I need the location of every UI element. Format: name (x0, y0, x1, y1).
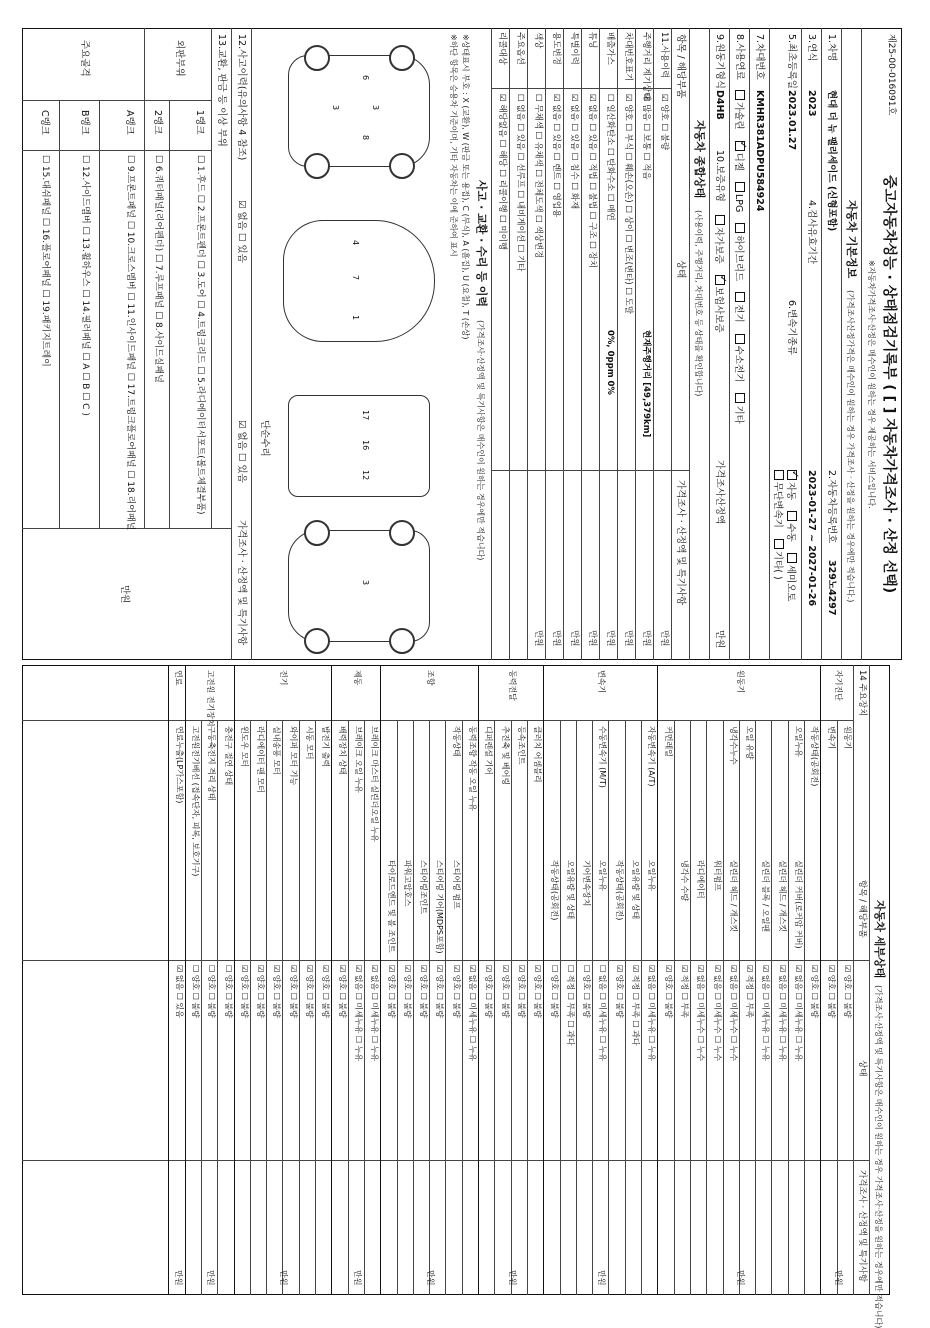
general-status-options[interactable]: ☐ 없음 ☐ 있음 ☐ 선루프 ☐ 내비게이션 ☐ 기타 (515, 94, 525, 272)
car-diagram-top: 4 7 1 (280, 210, 440, 350)
detail-status[interactable]: ☑ 양호 ☐ 불량 (500, 965, 510, 1018)
detail-group-label: 제동 (352, 670, 362, 686)
detail-status[interactable]: ☐ 양호 ☐ 불량 (207, 965, 217, 1018)
detail-group-label: 고전원 전기장치 (206, 670, 216, 727)
rank2-items[interactable]: ☐ 6.쿼터패널(리어펜더) ☐ 7.루프패널 ☐ 8.사이드실패널 (153, 155, 163, 383)
simple-repair-label: 단순수리 (259, 420, 270, 457)
rankA-items[interactable]: ☐ 9.프론트패널 ☐ 10.크로스멤버 ☐ 11.인사이드패널 ☐ 17.트렁크플로어패널 ☐ 18.리어패널 (125, 155, 135, 531)
detail-part: 실린더 블록 / 오일팬 (761, 860, 771, 933)
detail-item: 커먼레일 (663, 726, 673, 757)
general-status-label: 용도변경 (551, 32, 561, 65)
detail-status[interactable]: ☑ 없음 ☐ 미세누수 ☐ 누수 (696, 965, 706, 1062)
detail-status[interactable]: ☐ 양호 ☐ 불량 (223, 965, 233, 1018)
detail-price-unit: 만원 (352, 1270, 362, 1286)
detail-title: 자동차 세부상태 (873, 900, 886, 979)
detail-note: (가격조사·산정액 및 특기사항은 매수인이 원하는 경우 가격조사·산정을 원하는 경우에만 적습니다) (874, 985, 883, 1328)
accident-note: (가격조사·산정액 및 특기사항은 매수인이 원하는 경우에만 적습니다) (476, 320, 485, 561)
simple-repair-opts[interactable]: ☑ 없음 ☐ 있음 (236, 420, 247, 483)
checkbox-fuel-other[interactable] (735, 393, 745, 403)
general-status-price-unit: 만원 (569, 630, 579, 647)
form-subtitle: ※자동차가격조사·산정은 매수인이 원하는 경우 제공하는 서비스입니다. (867, 260, 876, 509)
detail-status[interactable]: ☑ 없음 ☐ 미세누유 ☐ 누유 (761, 965, 771, 1062)
accident-legend-2: ※하단 항목은 승용차 기준이며, 기타 자동차는 이에 준하여 표시 (449, 34, 458, 257)
detail-item: 자동변속기 (A/T) (647, 726, 657, 787)
reg-no-label: 2.자동차등록번호 (826, 470, 837, 544)
detail-price-unit: 만원 (279, 1270, 289, 1286)
detail-part: 오일누유 (598, 860, 608, 891)
detail-status[interactable]: ☑ 적정 ☐ 부족 (680, 965, 689, 1018)
detail-status[interactable]: ☑ 양호 ☐ 불량 (451, 965, 461, 1018)
detail-item: 연료누출(LP가스포함) (174, 726, 184, 804)
basic-info-title: 자동차 기본정보 (845, 200, 858, 279)
general-status-options[interactable]: ☐ 무채색 ☐ 유채색 ☐ 전체도색 ☐ 색상변경 (533, 94, 543, 259)
general-status-label: 튜닝 (587, 32, 597, 49)
detail-item: 실내송풍 모터 (272, 726, 282, 775)
detail-status[interactable]: ☑ 양호 ☐ 불량 (826, 965, 836, 1018)
detail-status[interactable]: ☑ 없음 ☐ 미세누유 ☐ 누유 (370, 965, 380, 1062)
general-status-label: 배출가스 (605, 32, 615, 65)
vin-value: KMHR381ADPU584924 (754, 90, 765, 212)
detail-item: 오일누유 (794, 726, 804, 757)
detail-status[interactable]: ☑ 양호 ☐ 불량 (386, 965, 396, 1018)
detail-group-label: 자기진단 (833, 670, 843, 701)
detail-item: 추진축 및 베어링 (500, 726, 510, 786)
detail-status[interactable]: ☑ 없음 ☐ 미세누수 ☐ 누수 (728, 965, 738, 1062)
general-status-price-unit: 만원 (659, 630, 669, 647)
checkbox-auto[interactable] (787, 470, 797, 480)
detail-status[interactable]: ☑ 없음 ☐ 미세누유 ☐ 누유 (647, 965, 657, 1062)
general-status-options[interactable]: ☑ 없음 ☐ 있음 ☐ 침수 ☐ 화재 (569, 94, 579, 210)
general-status-price-unit: 만원 (641, 630, 651, 647)
detail-part: 스티어링 기어(MDPS포함) (435, 860, 445, 954)
detail-part: 타이로드엔드 및 볼 조인트 (386, 860, 396, 953)
checkbox-hybrid[interactable] (735, 223, 745, 233)
detail-item: 동력조향 작동 오일 누유 (468, 726, 478, 811)
fuel-options: 가솔린 ✓디젤 LPG 하이브리드 전기 수소전기 기타 (732, 90, 745, 432)
general-status-price-unit: 만원 (551, 630, 561, 647)
general-status-options[interactable]: ☑ 양호 ☐ 불량 (659, 94, 669, 151)
trans-options: ✓자동 수동 세미오토 (784, 470, 797, 610)
detail-part: 오일유량 및 상태 (565, 860, 575, 920)
checkbox-trans-other[interactable] (774, 539, 784, 549)
detail-part: 실린더 헤드 / 개스킷 (728, 860, 738, 933)
detail-status[interactable]: ☑ 없음 ☐ 미세누유 ☐ 누유 (354, 965, 363, 1062)
reg-no-value: 329노4297 (826, 560, 837, 616)
detail-group-label: 변속기 (597, 670, 607, 694)
detail-status[interactable]: ☑ 양호 ☐ 불량 (484, 965, 494, 1018)
car-diagram-frame: 17 16 12 (280, 380, 440, 510)
checkbox-cvt[interactable] (774, 470, 784, 480)
detail-price-unit: 만원 (206, 1270, 216, 1286)
detail-status[interactable]: ☑ 양호 ☐ 불량 (337, 965, 347, 1018)
general-status-price-unit: 만원 (587, 630, 597, 647)
detail-item: 브레이크 마스터 실린더오일 누유 (370, 726, 380, 842)
detail-part: 냉각수 수량 (680, 860, 689, 902)
detail-part: 실린더 커버(로커암 커버) (794, 860, 804, 949)
detail-status[interactable]: ☑ 양호 ☐ 불량 (614, 965, 624, 1018)
general-status-label: 주요옵션 (515, 32, 525, 65)
checkbox-lpg[interactable] (735, 182, 745, 192)
detail-part: 스티어링 펌프 (451, 860, 461, 909)
detail-status[interactable]: ☑ 양호 ☐ 불량 (810, 965, 820, 1018)
car-name-label: 1.차명 (826, 34, 837, 62)
rank1-items[interactable]: ☐ 1.후드 ☐ 2.프론트펜더 ☐ 3.도어 ☐ 4.트렁크리드 ☐ 5.라디에이터서포트(볼트체결부품) (195, 155, 205, 515)
general-status-label: 색상 (533, 32, 543, 49)
detail-part: 워터펌프 (712, 860, 722, 891)
detail-item: 작동상태(공회전) (810, 726, 820, 787)
price-unit: 만원 (714, 630, 725, 649)
detail-part: 작동상태(공회전) (614, 860, 624, 921)
detail-item: 등속조인트 (517, 726, 526, 765)
detail-col-status: 상태 (857, 1060, 867, 1077)
general-status-label: 차대번호표기 (623, 32, 633, 82)
detail-item: 원동기 (843, 726, 852, 750)
detail-item: 배력장치 상태 (337, 726, 347, 775)
detail-status[interactable]: ☑ 적정 ☐ 부족 (745, 965, 755, 1018)
general-status-label: 특별이력 (569, 32, 579, 65)
first-reg-label: 5.최초등록일 (786, 34, 797, 89)
detail-part: 스티어링조인트 (419, 860, 429, 915)
accident-price-col: 가격조사 · 산정액 및 특기사항 (236, 520, 247, 646)
detail-item: 클러치 어셈블리 (533, 726, 543, 783)
form-title: 중고자동차성능 · 상태점검기록부 ( [ ] 자동차가격조사 · 산정 선택) (881, 175, 897, 594)
valid-label: 4.검사유효기간 (806, 200, 817, 265)
detail-item: 시동 모터 (305, 726, 315, 760)
trans-options-2: 무단변속기 기타( ) (771, 470, 784, 588)
detail-status[interactable]: ☑ 양호 ☐ 불량 (256, 965, 266, 1018)
general-status-extra: 0%, 0ppm 0% (605, 330, 615, 395)
detail-group-label: 연료 (173, 670, 183, 686)
rankB-items[interactable]: ☐ 12.사이드멤버 ☐ 13.휠하우스 ☐ 14.필러패널 ☐ A ☐ B ☐ C ) (80, 155, 90, 416)
detail-item: 변속기 (826, 726, 836, 750)
rankC-items[interactable]: ☐ 15.대쉬패널 ☐ 16.플로어패널 ☐ 19.패키지트레이 (40, 155, 50, 367)
detail-status[interactable]: ☑ 양호 ☐ 불량 (239, 965, 249, 1018)
detail-item: 충전구 절연 상태 (223, 726, 233, 786)
detail-item: 수동변속기 (M/T) (598, 726, 608, 788)
detail-group-label: 전기 (279, 670, 289, 686)
car-diagram-side-left: 6 3 3 8 (280, 45, 440, 175)
general-status-options[interactable]: ☑ 많음 ☐ 보통 ☐ 적음 (641, 94, 651, 180)
checkbox-hydrogen[interactable] (735, 334, 745, 344)
rankC-label: C랭크 (39, 110, 50, 135)
detail-status[interactable]: ☑ 양호 ☐ 불량 (517, 965, 526, 1018)
checkbox-manual[interactable] (787, 511, 797, 521)
general-status-options[interactable]: ☑ 해당없음 ☐ 해당 ☐ 리콜이행 ☐ 미이행 (497, 94, 507, 251)
vin-label: 7.차대번호 (754, 34, 765, 80)
detail-part: 파워고압호스 (402, 860, 412, 907)
checkbox-diesel[interactable] (735, 141, 745, 151)
general-status-options[interactable]: ☑ 없음 ☐ 있음 ☐ 적법 ☐ 불법 ☐ 구조 ☐ 장치 (587, 94, 597, 268)
detail-status[interactable]: ☑ 없음 ☐ 있음 (174, 965, 184, 1018)
general-status-options[interactable]: ☐ 일산화탄소 ☐ 탄화수소 ☐ 매연 (605, 94, 615, 221)
engine-type-label: 9.원동기형식 (714, 34, 725, 89)
checkbox-electric[interactable] (735, 292, 745, 302)
accident-price-unit: 만원 (119, 585, 130, 604)
detail-part: 실린더 헤드 / 개스킷 (777, 860, 787, 933)
valid-value: 2023-01-27 ~ 2027-01-26 (806, 470, 817, 607)
year-value: 2023 (806, 90, 817, 117)
detail-price-unit: 만원 (597, 1270, 607, 1286)
detail-part: 기어변속장치 (582, 860, 592, 907)
general-status-label: 리콜대상 (497, 32, 507, 65)
detail-price-unit: 만원 (426, 1270, 436, 1286)
detail-col-price: 가격조사 · 산정액 및 특기사항 (857, 1170, 867, 1283)
detail-price-unit: 만원 (735, 1270, 745, 1286)
detail-status[interactable]: ☑ 없음 ☐ 미세누유 ☐ 누유 (468, 965, 478, 1062)
outer-label: 외판부위 (174, 40, 185, 77)
accident-legend: ※상태표시 부호 : X (교환), W (판금 또는 용접), C (부식), A (흠집), U (요철), T (손상) (461, 34, 470, 340)
col-item: 항목 / 해당부품 (675, 34, 686, 99)
detail-status[interactable]: ☐ 없음 ☐ 미세누유 ☐ 누유 (598, 965, 608, 1062)
detail-item: 고전원전기배선 (접속단자, 피복, 보호기구) (191, 726, 200, 877)
frame-label: 주요골격 (79, 40, 90, 77)
detail-status[interactable]: ☐ 양호 ☐ 불량 (191, 965, 200, 1018)
checkbox-self-warranty[interactable] (715, 215, 725, 225)
general-status-price-unit: 만원 (533, 630, 543, 647)
detail-item: 오일 유량 (745, 726, 755, 760)
detail-item: 브레이크 오일 누유 (354, 726, 363, 793)
detail-group-label: 동력전달 (507, 670, 517, 701)
detail-status[interactable]: ☑ 없음 ☐ 미세누유 ☐ 누유 (777, 965, 787, 1062)
detail-item: 디퍼렌셜 기어 (484, 726, 494, 775)
accident-title: 사고 · 교환 · 수리 등 이력 (475, 180, 488, 307)
detail-status[interactable]: ☐ 양호 ☐ 불량 (582, 965, 592, 1018)
car-name-value: 현대 더 뉴 팰리세이드 (신형포함) (826, 90, 837, 232)
detail-status[interactable]: ☑ 양호 ☐ 불량 (419, 965, 429, 1018)
car-diagram-side-right: 3 (280, 520, 440, 650)
warranty-options: 자가보증 ✓보험사보증 (712, 215, 725, 341)
col-status: 상태 (675, 260, 686, 279)
general-status-extra: 현재주행거리 [49,379km] (641, 330, 651, 438)
general-status-label: 11.사용이력 (659, 32, 669, 79)
general-status-price-unit: 만원 (623, 630, 633, 647)
detail-part: 오일유량 및 상태 (631, 860, 641, 920)
detail-status[interactable]: ☑ 양호 ☐ 불량 (402, 965, 412, 1018)
engine-type-value: D4HB (714, 90, 725, 120)
detail-status[interactable]: ☑ 양호 ☐ 불량 (435, 965, 445, 1018)
rank2-label: 2랭크 (152, 110, 163, 135)
detail-status[interactable]: ☑ 양호 ☐ 불량 (663, 965, 673, 1018)
checkbox-insurer-warranty[interactable] (715, 275, 725, 285)
detail-status[interactable]: ☑ 양호 ☐ 불량 (288, 965, 298, 1018)
detail-price-unit: 만원 (833, 1270, 843, 1286)
detail-col-item: 항목 / 해당부품 (857, 880, 867, 938)
general-status-price-unit: 만원 (605, 630, 615, 647)
doc-number: 제25-00-016091호 (886, 34, 896, 116)
detail-main-label: 14 주요장치 (857, 670, 867, 717)
detail-part: 오일누유 (647, 860, 657, 891)
exchange-label: 13.교환, 판금 등 이상 부위 (216, 34, 227, 147)
basic-info-note: (가격조사산정가격은 매수인이 원하는 경우 가격조사 · 산정을 원하는 경우에만 적습니다.) (846, 290, 855, 603)
accident-history-opts[interactable]: ☑ 없음 ☐ 있음 (236, 200, 247, 263)
rankB-label: B랭크 (79, 110, 90, 135)
detail-item: 윈도우 모터 (239, 726, 249, 768)
rankA-label: A랭크 (124, 110, 135, 135)
detail-item: 작동상태 (451, 726, 461, 757)
first-reg-value: 2023.01.27 (786, 90, 797, 151)
general-status-label: 주행거리 계기상태 (641, 32, 651, 101)
detail-status[interactable]: ☐ 양호 ☐ 불량 (549, 965, 559, 1018)
general-status-options[interactable]: ☑ 없음 ☐ 있음 ☐ 렌트 ☐ 영업용 (551, 94, 561, 218)
detail-status[interactable]: ☑ 적정 ☐ 부족 ☐ 과다 (631, 965, 641, 1046)
detail-status[interactable]: ☑ 양호 ☐ 불량 (272, 965, 282, 1018)
trans-label: 6.변속기종류 (786, 300, 797, 355)
general-status-options[interactable]: ☑ 양호 ☐ 부식 ☐ 훼손(오손) ☐ 상이 ☐ 변조(변타) ☐ 도말 (623, 94, 633, 315)
checkbox-gasoline[interactable] (735, 90, 745, 100)
accident-history-label: 12.사고이력(유의사항 4 참조) (236, 34, 247, 161)
detail-item: 와이퍼 모터 기능 (288, 726, 298, 786)
detail-status[interactable]: ☑ 양호 ☐ 불량 (321, 965, 331, 1018)
detail-part: 작동상태(공회전) (549, 860, 559, 921)
detail-status[interactable]: ☑ 양호 ☐ 불량 (843, 965, 852, 1018)
detail-status[interactable]: ☑ 양호 ☐ 불량 (305, 965, 315, 1018)
detail-item: 라디에이터 팬 모터 (256, 726, 266, 793)
year-label: 3.연식 (806, 34, 817, 62)
detail-group-label: 조향 (426, 670, 436, 686)
detail-group-label: 원동기 (735, 670, 745, 694)
detail-status[interactable]: ☑ 양호 ☐ 불량 (533, 965, 543, 1018)
detail-price-unit: 만원 (507, 1270, 517, 1286)
detail-status[interactable]: ☐ 적정 ☐ 부족 ☐ 과다 (565, 965, 575, 1046)
detail-item: 구동축전지 격리 상태 (207, 726, 217, 801)
detail-status[interactable]: ☑ 없음 ☐ 미세누유 ☐ 누유 (794, 965, 804, 1062)
detail-price-unit: 만원 (173, 1270, 183, 1286)
rank1-label: 1랭크 (194, 110, 205, 135)
warranty-label: 10.보증유형 (714, 150, 725, 202)
detail-item: 냉각수누수 (728, 726, 738, 765)
checkbox-semi[interactable] (787, 553, 797, 563)
detail-part: 라디에이터 (696, 860, 706, 899)
detail-item: 발전기 출력 (321, 726, 331, 768)
general-status-note: (사용이력, 주행거리, 차대번호 등 상태를 확인합니다) (694, 210, 703, 397)
general-status-title: 자동차 종합상태 (693, 120, 706, 199)
fuel-label: 8.사용연료 (734, 34, 745, 80)
price-label: 가격조사산정액 (714, 460, 725, 525)
col-price: 가격조사 · 산정액 및 특기사항 (675, 480, 686, 606)
detail-status[interactable]: ☑ 없음 ☐ 미세누수 ☐ 누수 (712, 965, 722, 1062)
